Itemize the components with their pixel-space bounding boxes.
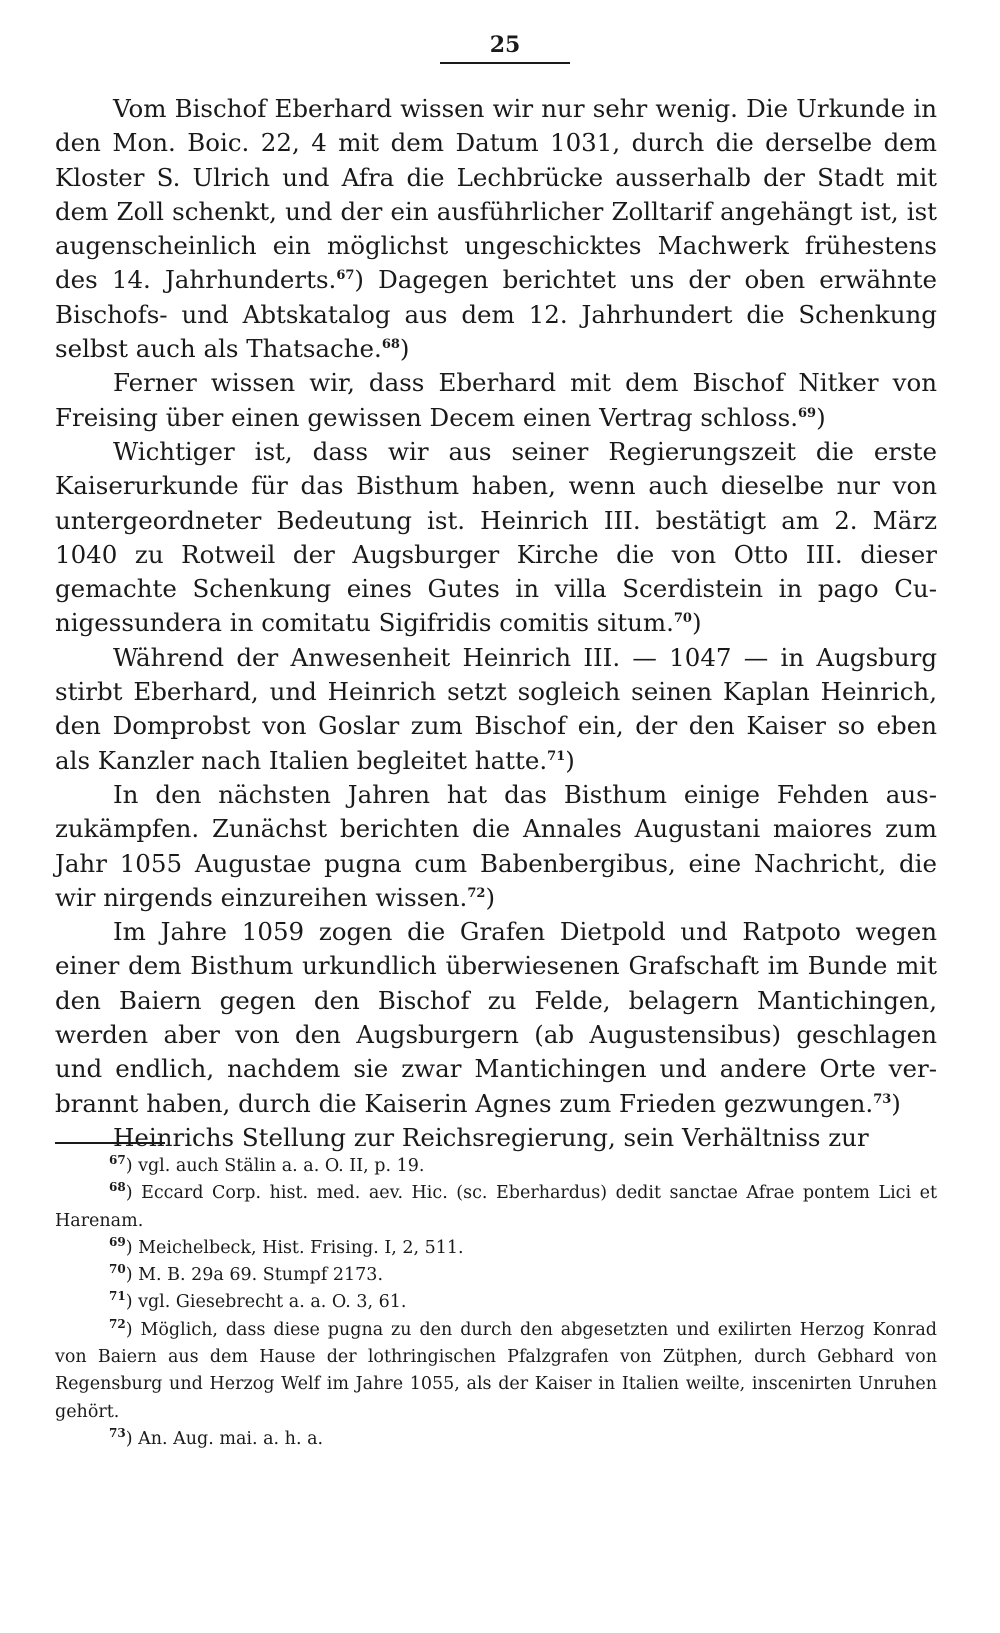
footnote-text: An. Aug. mai. a. h. a. — [138, 1428, 324, 1449]
body-text — [55, 92, 937, 1155]
paragraph: Im Jahre 1059 zogen die Grafen Dietpold und Ratpoto wegen einer dem Bisthum urkundlich überwiesenen Grafschaft im Bunde mit den Baiern gegen den Bischof zu Felde, belagern Mantichingen, werden aber von den Augsburgern (ab Augustensibus) geschlagen und endlich, nachdem sie zwar Mantichingen und andere Orte verbrannt haben, durch die Kaiserin Agnes zum Frieden gezwungen.$^{73}$) — [55, 917, 937, 1118]
paragraph-text: Im Jahre 1059 zogen die Grafen Dietpold und Ratpoto wegen einer dem Bisthum urkundlich überwiesenen Grafschaft im Bunde mit den Baiern gegen den Bischof zu Felde, belagern Mantichingen, werden aber von den Augsburgern (ab Augustensibus) geschlagen und endlich, nachdem sie zwar Mantichingen und andere Orte verbrannt haben, durch die Kaiserin Agnes zum Frieden gezwungen. — [55, 917, 937, 1118]
footnote-ref[interactable]: 69 — [798, 405, 817, 421]
footnote-text: Meichelbeck, Hist. Frising. I, 2, 511. — [138, 1237, 464, 1258]
footnote-ref[interactable]: 70 — [673, 611, 692, 627]
paragraph-text: Vom Bischof Eberhard wissen wir nur sehr wenig. Die Urkunde in den Mon. Boic. 22, 4 mit dem Datum 1031, durch die derselbe dem Kloster S. Ulrich und Afra die Lechbrücke ausserhalb der Stadt mit dem Zoll schenkt, und der ein ausführlicher Zolltarif angehängt ist, ist augenscheinlich ein möglichst ungeschicktes Machwerk frühestens des 14. Jahrhunderts. — [55, 94, 937, 295]
footnote-number: 70 — [109, 1262, 126, 1277]
footnote-text: vgl. Giesebrecht a. a. O. 3, 61. — [138, 1292, 407, 1313]
footnote-number: 72 — [109, 1316, 126, 1331]
paragraph-text: Heinrichs Stellung zur Reichsregierung, sein Verhältniss zur — [113, 1122, 869, 1152]
footnote: $^{72}$) Möglich, dass diese pugna zu den durch den abgesetzten und exilirten Herzog Konrad von Baiern aus dem Hause der lothringischen Pfalzgrafen von Zütphen, durch Gebhard von Regensburg und Herzog Welf im Jahre 1055, als der Kaiser in Italien weilte, inscenirten Unruhen gehört. — [55, 1316, 938, 1422]
footnote-text: Eccard Corp. hist. med. aev. Hic. (sc. Eberhardus) dedit sanctae Afrae pontem Lici et Harenam. — [55, 1183, 937, 1231]
footnote-text: vgl. auch Stälin a. a. O. II, p. 19. — [138, 1156, 425, 1176]
footnote: $^{73}$) An. Aug. mai. a. h. a. — [109, 1426, 324, 1449]
footnote: $^{68}$) Eccard Corp. hist. med. aev. Hic. (sc. Eberhardus) dedit sanctae Afrae pontem Lici et Harenam. — [55, 1180, 937, 1231]
footnote: $^{69}$) Meichelbeck, Hist. Frising. I, 2, 511. — [109, 1235, 464, 1258]
footnote-text: Möglich, dass diese pugna zu den durch den abgesetzten und exilirten Herzog Konrad von Baiern aus dem Hause der lothringischen Pfalzgrafen von Zütphen, durch Gebhard von Regensburg und Herzog Welf im Jahre 1055, als der Kaiser in Italien weilte, inscenirten Unruhen gehört. — [55, 1319, 938, 1422]
footnote-number: 71 — [109, 1289, 126, 1304]
footnote-number: 69 — [109, 1235, 126, 1250]
footnote-ref[interactable]: 67 — [336, 268, 355, 284]
paragraph-text: Während der Anwesenheit Heinrich III. — 1047 — in Augsburg stirbt Eberhard, und Heinrich setzt sogleich seinen Kaplan Heinrich, den Domprobst von Goslar zum Bischof ein, der den Kaiser so eben als Kanzler nach Italien begleitet hatte. — [55, 642, 937, 775]
footnote: $^{70}$) M. B. 29a 69. Stumpf 2173. — [109, 1262, 384, 1286]
footnote-number: 68 — [109, 1180, 126, 1195]
page-number-rule — [440, 62, 570, 64]
page-number: 25 — [489, 32, 521, 58]
paragraph — [55, 1121, 937, 1155]
paragraph-text: Dagegen berichtet uns der oben erwähnte Bischofs- und Abtskatalog aus dem 12. Jahrhundert die Schenkung selbst auch als Thatsache. — [55, 265, 937, 364]
paragraph-text: Wichtiger ist, dass wir aus seiner Regierungszeit die erste Kaiserurkunde für das Bisthum haben, wenn auch dieselbe nur von untergeordneter Bedeutung ist. Heinrich III. bestätigt am 2. März 1040 zu Rotweil der Augsburger Kirche die von Otto III. dieser gemachte Schenkung eines Gutes in villa Scerdistein in pago Cunigessundera in comitatu Sigifridis comitis situm. — [55, 436, 937, 638]
footnote: $^{71}$) vgl. Giesebrecht a. a. O. 3, 61. — [109, 1289, 407, 1313]
paragraph: Vom Bischof Eberhard wissen wir nur sehr wenig. Die Urkunde in den Mon. Boic. 22, 4 mit dem Datum 1031, durch die derselbe dem Kloster S. Ulrich und Afra die Lechbrücke ausserhalb der Stadt mit dem Zoll schenkt, und der ein ausführlicher Zolltarif angehängt ist, ist augenscheinlich ein möglichst ungeschicktes Machwerk frühestens des 14. Jahrhunderts.$^{67}$) Dagegen berichtet uns der oben erwähnte Bischofs- und Abtskatalog aus dem 12. Jahrhundert die Schenkung selbst auch als Thatsache.$^{68}$) — [55, 94, 937, 364]
footnote-ref[interactable]: 71 — [547, 748, 566, 764]
footnote-ref[interactable]: 73 — [873, 1091, 892, 1107]
footnote-rule — [55, 1142, 165, 1144]
paragraph: Ferner wissen wir, dass Eberhard mit dem Bischof Nitker von Freising über einen gewissen Decem einen Vertrag schloss.$^{69}$) — [55, 368, 937, 432]
footnote: $^{67}$) vgl. auch Stälin a. a. O. II, p. 19. — [109, 1153, 425, 1176]
footnote-ref[interactable]: 68 — [381, 336, 400, 352]
footnote-number: 67 — [109, 1153, 126, 1168]
footnote-ref[interactable]: 72 — [467, 885, 486, 901]
paragraph-text: Ferner wissen wir, dass Eberhard mit dem Bischof Nitker von Freising über einen gewissen Decem einen Vertrag schloss. — [55, 368, 937, 432]
footnote-number: 73 — [109, 1426, 126, 1441]
paragraph: In den nächsten Jahren hat das Bisthum einige Fehden auszukämpfen. Zunächst berichten die Annales Augustani maiores zum Jahr 1055 Augustae pugna cum Babenbergibus, eine Nachricht, die wir nirgends einzureihen wissen.$^{72}$) — [55, 779, 937, 912]
footnotes — [55, 1153, 937, 1453]
paragraph: Wichtiger ist, dass wir aus seiner Regierungszeit die erste Kaiserurkunde für das Bisthum haben, wenn auch dieselbe nur von untergeordneter Bedeutung ist. Heinrich III. bestätigt am 2. März 1040 zu Rotweil der Augsburger Kirche die von Otto III. dieser gemachte Schenkung eines Gutes in villa Scerdistein in pago Cunigessundera in comitatu Sigifridis comitis situm.$^{70}$) — [55, 436, 937, 638]
paragraph-text: In den nächsten Jahren hat das Bisthum einige Fehden auszukämpfen. Zunächst berichten die Annales Augustani maiores zum Jahr 1055 Augustae pugna cum Babenbergibus, eine Nachricht, die wir nirgends einzureihen wissen. — [55, 779, 937, 912]
paragraph: Während der Anwesenheit Heinrich III. — 1047 — in Augsburg stirbt Eberhard, und Heinrich setzt sogleich seinen Kaplan Heinrich, den Domprobst von Goslar zum Bischof ein, der den Kaiser so eben als Kanzler nach Italien begleitet hatte.$^{71}$) — [55, 642, 937, 775]
footnote-text: M. B. 29a 69. Stumpf 2173. — [138, 1265, 384, 1286]
